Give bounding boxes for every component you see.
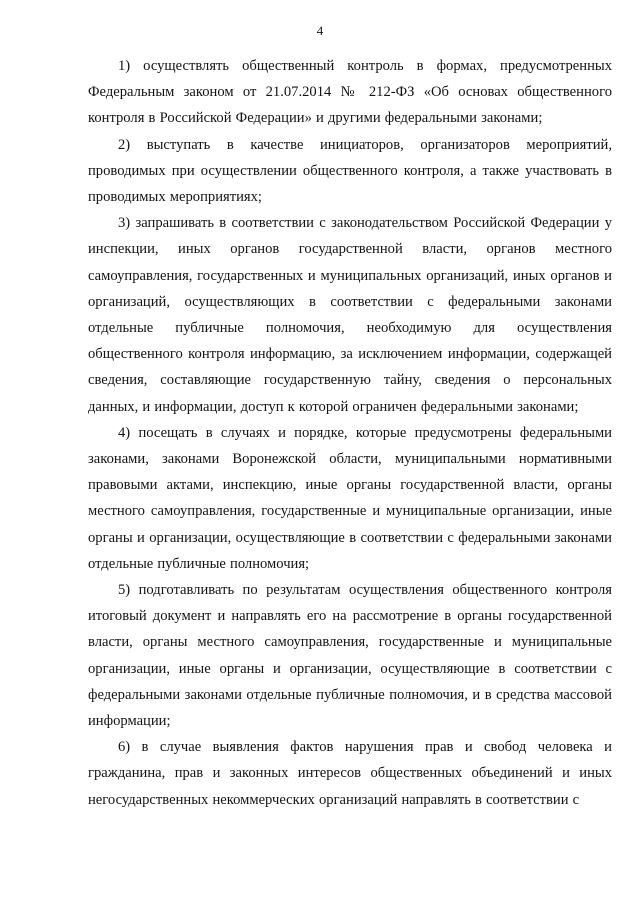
paragraph-item-6: 6) в случае выявления фактов нарушения прав и свобод человека и гражданина, прав и законных интересов общественных объединений и иных негосударственных некоммерческих организаций направлять в соответствии с xyxy=(88,739,612,808)
paragraph-item-3: 3) запрашивать в соответствии с законодательством Российской Федерации у инспекции, иных органов государственной власти, органов местного самоуправления, государственных и муниципальных организаций, иных органов и организаций, осуществляющих в соответствии с федеральными законами отдельные публичные полномочия, необходимую для осуществления общественного контроля информацию, за исключением информации, содержащей сведения, составляющие государственную тайну, сведения о персональных данных, и информации, доступ к которой ограничен федеральными законами; xyxy=(88,215,612,415)
page-number: 4 xyxy=(316,23,324,38)
paragraph-item-1: 1) осуществлять общественный контроль в формах, предусмотренных Федеральным законом от 21.07.2014 № 212-ФЗ «Об основах общественного контроля в Российской Федерации» и другими федеральными законами; xyxy=(88,58,612,127)
document-body xyxy=(88,53,612,813)
paragraph-item-4: 4) посещать в случаях и порядке, которые предусмотрены федеральными законами, законами Воронежской области, муниципальными нормативными правовыми актами, инспекцию, иные органы государственной власти, органы местного самоуправления, государственные и муниципальные организации, иные органы и организации, осуществляющие в соответствии с федеральными законами отдельные публичные полномочия; xyxy=(88,424,612,572)
paragraph-item-2: 2) выступать в качестве инициаторов, организаторов мероприятий, проводимых при осуществлении общественного контроля, а также участвовать в проводимых мероприятиях; xyxy=(88,136,612,206)
paragraph-item-5: 5) подготавливать по результатам осуществления общественного контроля итоговый документ и направлять его на рассмотрение в органы государственной власти, органы местного самоуправления, государственные и муниципальные организации, иные органы и организации, осуществляющие в соответствии с федеральными законами отдельные публичные полномочия, и в средства массовой информации; xyxy=(88,582,612,730)
